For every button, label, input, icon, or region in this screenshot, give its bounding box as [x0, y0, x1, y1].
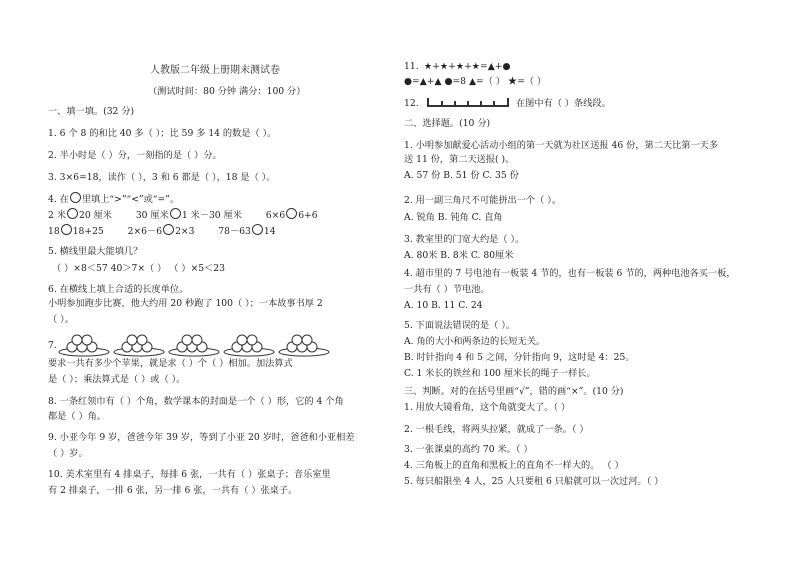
page-title: 人教版二年级上册期末测试卷 [150, 65, 280, 76]
question-11-equation-1: ★+★+★+★=▲+● [424, 61, 511, 72]
question-2: 2. 半小时是（ ）分，一刻指的是（ ）分。 [48, 150, 222, 161]
choice-2: 2. 用一副三角尺不可能拼出一个（ ）。 [404, 195, 562, 206]
line-segment-figure [427, 97, 509, 107]
apple-plate-icon [58, 333, 110, 357]
compare-right: 14 [263, 226, 276, 237]
compare-circle[interactable] [67, 208, 78, 219]
judge-3: 3. 一张课桌的高约 70 米。（ ） [404, 444, 533, 455]
choice-4-line-2: 一共有（ ）节电池。 [404, 284, 490, 295]
question-8-line-2: 都是（ ）角。 [48, 411, 107, 422]
judge-5: 5. 每只船限坐 4 人，25 人只要租 6 只船就可以一次过河。（ ） [404, 476, 664, 487]
question-6-line-1: 小明参加跑步比赛，他大约用 20 秒跑了 100（ ）；一本故事书厚 2 [48, 298, 323, 309]
choice-4-options: A. 10 B. 11 C. 24 [404, 300, 483, 311]
apple-plate-icon [278, 333, 330, 357]
compare-right: 6+6 [298, 210, 318, 221]
question-1: 1. 6 个 8 的和比 40 多（ ）；比 59 多 14 的数是（ ）。 [48, 128, 277, 139]
compare-circle[interactable] [170, 208, 181, 219]
compare-circle[interactable] [252, 224, 263, 235]
judge-1: 1. 用放大镜看角，这个角就变大了。（ ） [404, 402, 571, 413]
question-6: 6. 在横线上填上合适的长度单位。 [48, 284, 189, 295]
question-12-text: 在图中有（ ）条线段。 [516, 98, 611, 109]
compare-left: 78－63 [218, 226, 251, 237]
compare-row-2 [48, 224, 276, 238]
question-11-label: 11. [404, 61, 419, 72]
section-2-heading: 二、选择题。(10 分) [404, 118, 491, 129]
compare-left: 30 厘米 [135, 210, 169, 221]
question-7-line-2: 是（ ）；乘法算式是（ ）或（ ）。 [48, 374, 186, 385]
compare-circle[interactable] [286, 208, 297, 219]
question-11-equation-2: ●=▲+▲ ●=8 ▲=（ ） ★=（ ） [404, 76, 547, 87]
question-5-answers: （ ）×8＜57 40＞7×（ ） （ ）×5＜23 [52, 263, 225, 274]
compare-right: 20 厘米 [78, 210, 112, 221]
choice-4-line-1: 4. 超市里的 7 号电池有一板装 4 节的，也有一板装 6 节的，两种电池各买一板， [404, 268, 736, 279]
apple-plate-icon [223, 333, 275, 357]
section-1-heading: 一、填一填。(32 分) [48, 106, 135, 117]
question-4-head: 4. 在 [48, 194, 69, 205]
question-7-number: 7. [48, 340, 57, 351]
compare-right: 2×3 [175, 226, 195, 237]
question-10-line-1: 10. 美术室里有 4 排桌子，每排 6 张，一共有（ ）张桌子；音乐室里 [48, 469, 331, 480]
question-7-line-1: 要求一共有多少个苹果，就是求（ ）个（ ）相加。加法算式 [48, 358, 293, 369]
judge-2: 2. 一根毛线，将两头拉紧，就成了一条。（ ） [404, 424, 589, 435]
question-8-line-1: 8. 一条红领巾有（ ）个角，数学课本的封面是一个（ ）形，它的 4 个角 [48, 396, 344, 407]
apple-plate-icon [113, 333, 165, 357]
compare-right: 1 米－30 厘米 [181, 210, 242, 221]
question-6-line-2: （ ）。 [48, 314, 74, 325]
apple-plate-icon [168, 333, 220, 357]
compare-circle[interactable] [61, 224, 72, 235]
compare-left: 18 [48, 226, 60, 237]
compare-left: 6×6 [265, 210, 286, 221]
question-10-line-2: 有 2 排桌子，一排 6 张，另一排 6 张，一共有（ ）张桌子。 [48, 485, 298, 496]
choice-5: 5. 下面说法错误的是（ ）。 [404, 320, 516, 331]
question-9-line-1: 9. 小亚今年 9 岁，爸爸今年 39 岁，等到了小亚 20 岁时，爸爸和小亚相差 [48, 432, 355, 443]
question-9-line-2: （ ）岁。 [48, 448, 88, 459]
circle-blank-icon [70, 192, 81, 203]
choice-5-option-a: A. 角的大小和两条边的长短无关。 [404, 336, 546, 347]
compare-row-1 [48, 208, 318, 222]
choice-1-options: A. 57 份 B. 51 份 C. 35 份 [404, 170, 519, 181]
question-4 [48, 192, 179, 206]
compare-circle[interactable] [163, 224, 174, 235]
section-3-heading: 三、判断。对的在括号里画“√”，错的画“×”。(10 分) [404, 386, 624, 397]
question-3: 3. 3×6=18，读作（ ），3 和 6 都是（ ），18 是（ ）。 [48, 172, 276, 183]
choice-3-options: A. 80米 B. 8米 C. 80厘米 [404, 250, 514, 261]
compare-right: 18+25 [72, 226, 104, 237]
judge-4: 4. 三角板上的直角和黑板上的直角不一样大的。 （ ） [404, 460, 624, 471]
question-5: 5. 横线里最大能填几？ [48, 246, 143, 257]
compare-left: 2×6－6 [127, 226, 163, 237]
test-info: （测试时间：80 分钟 满分：100 分） [148, 86, 306, 97]
choice-1-line-2: 送 11 份，第二天送报( )。 [404, 154, 515, 165]
question-4-tail: 里填上“>”“<”或“=”。 [81, 194, 180, 205]
choice-5-option-c: C. 1 米长的铁丝和 100 厘米长的绳子一样长。 [404, 368, 596, 379]
question-12-label: 12. [404, 98, 419, 109]
choice-3: 3. 教室里的门宽大约是（ ）。 [404, 234, 525, 245]
choice-2-options: A. 锐角 B. 钝角 C. 直角 [404, 212, 503, 223]
choice-1-line-1: 1. 小明参加献爱心活动小组的第一天就为社区送报 46 份，第二天比第一天多 [404, 140, 719, 151]
compare-left: 2 米 [48, 210, 66, 221]
choice-5-option-b: B. 时针指向 4 和 5 之间，分针指向 9，这时是 4：25。 [404, 352, 635, 363]
